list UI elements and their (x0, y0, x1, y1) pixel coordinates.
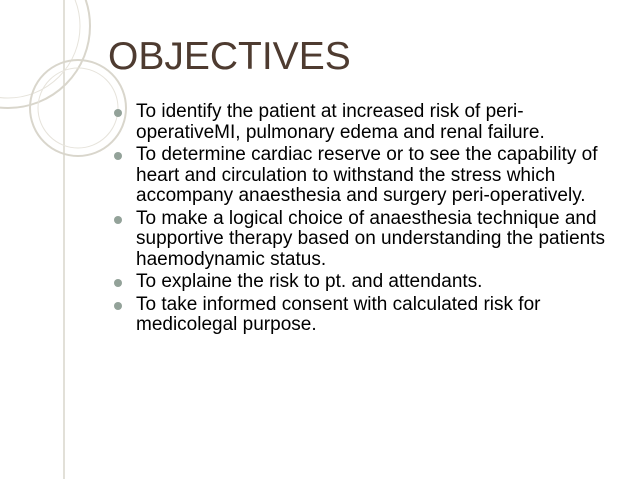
list-item-text: To identify the patient at increased risk of peri- operativeMI, pulmonary edema and renal failure. (136, 101, 545, 143)
list-item-text: To explaine the risk to pt. and attendants. (136, 271, 483, 292)
list-item (114, 145, 618, 207)
round-bullet-icon (114, 302, 122, 310)
list-item-text: To take informed consent with calculated risk for medicolegal purpose. (136, 293, 541, 335)
list-item (114, 295, 618, 336)
round-bullet-icon (114, 109, 122, 117)
decorative-circle-large (0, 0, 90, 108)
list-item (114, 209, 618, 271)
list-item-text: To make a logical choice of anaesthesia technique and supportive therapy based on understanding the patients haemodynamic status. (136, 207, 605, 270)
round-bullet-icon (114, 279, 122, 287)
list-item (114, 102, 618, 143)
objectives-list (114, 102, 618, 338)
decorative-circle-small-inner (38, 68, 118, 148)
slide-title: OBJECTIVES (108, 35, 351, 78)
round-bullet-icon (114, 216, 122, 224)
list-item-text: To determine cardiac reserve or to see the capability of heart and circulation to withstand the stress which accompany anaesthesia and surgery peri-operatively. (136, 144, 598, 206)
list-item (114, 272, 618, 293)
round-bullet-icon (114, 152, 122, 160)
